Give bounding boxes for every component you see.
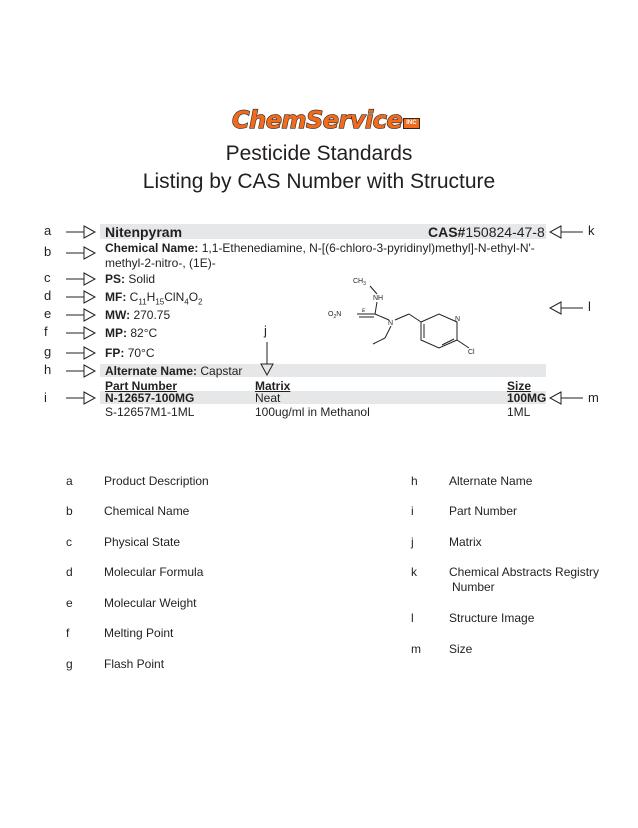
- arrow-left-icon: [549, 391, 583, 405]
- arrow-right-icon: [66, 308, 96, 322]
- marker-l: l: [588, 299, 591, 314]
- marker-h: h: [44, 362, 52, 377]
- mf-value: $C_{11}H_{15}ClN_4O_2$: [129, 290, 203, 307]
- cas-number: [428, 224, 545, 240]
- arrow-right-icon: [66, 246, 96, 260]
- arrow-down-icon: [260, 342, 274, 376]
- page-subtitle: Listing by CAS Number with Structure: [142, 170, 496, 193]
- marker-c: c: [44, 270, 51, 285]
- mp-value: 82°C: [130, 326, 158, 340]
- legend-key-j: j: [411, 535, 414, 549]
- product-name: Nitenpyram: [105, 224, 183, 240]
- molecular-formula: [105, 290, 202, 309]
- chemical-name-line2: methyl-2-nitro-, (1E)-: [105, 256, 216, 270]
- marker-e: e: [44, 306, 52, 321]
- legend-value-c: Physical State: [104, 535, 181, 549]
- structure-label-o2n: $O_2N$: [328, 311, 342, 320]
- structure-image: [325, 272, 495, 362]
- structure-label-n-amine: N: [388, 320, 394, 327]
- structure-label-cl: Cl: [468, 349, 475, 356]
- arrow-right-icon: [66, 391, 96, 405]
- row2-size: 1ML: [507, 405, 531, 419]
- legend-value-i: Part Number: [449, 504, 518, 518]
- cas-label: CAS#: [428, 224, 466, 240]
- col-header-matrix: Matrix: [255, 379, 291, 393]
- mp-label: MP:: [105, 326, 127, 340]
- chemservice-logo: [232, 108, 420, 132]
- marker-g: g: [44, 344, 52, 359]
- arrow-right-icon: [66, 326, 96, 340]
- row1-matrix: Neat: [255, 391, 281, 405]
- marker-f: f: [44, 324, 48, 339]
- structure-label-nh: NH: [373, 295, 384, 302]
- fp-label: FP:: [105, 346, 125, 360]
- logo-wordmark: ChemService: [232, 106, 403, 134]
- legend-key-d: d: [66, 565, 73, 579]
- legend-value-k-line2: Number: [452, 580, 495, 594]
- row2-part: S-12657M1-1ML: [105, 405, 195, 419]
- alternate-name: [105, 364, 242, 378]
- col-header-part: Part Number: [105, 379, 178, 393]
- legend-value-e: Molecular Weight: [104, 596, 197, 610]
- legend-key-f: f: [66, 626, 70, 640]
- physical-state: [105, 272, 155, 286]
- arrow-left-icon: [549, 301, 583, 315]
- alt-value: Capstar: [200, 364, 243, 378]
- legend-value-l: Structure Image: [449, 611, 535, 625]
- col-header-size: Size: [507, 379, 532, 393]
- arrow-left-icon: [549, 225, 583, 239]
- mw-value: 270.75: [133, 308, 171, 322]
- legend-key-h: h: [411, 474, 418, 488]
- molecular-weight: [105, 308, 170, 322]
- cas-value: 150824-47-8: [465, 224, 545, 240]
- chemical-name-value: 1,1-Ethenediamine, N-[(6-chloro-3-pyridinyl)methyl]-N-ethyl-N'-: [201, 241, 535, 255]
- arrow-right-icon: [66, 225, 96, 239]
- legend-key-m: m: [411, 642, 421, 656]
- marker-a: a: [44, 223, 52, 238]
- logo-inc-badge: INC: [403, 118, 419, 129]
- legend-value-a: Product Description: [104, 474, 209, 488]
- legend-value-f: Melting Point: [104, 626, 174, 640]
- arrow-right-icon: [66, 346, 96, 360]
- arrow-right-icon: [66, 290, 96, 304]
- chemical-name-label: Chemical Name:: [105, 241, 199, 255]
- marker-b: b: [44, 244, 52, 259]
- mw-label: MW:: [105, 308, 131, 322]
- ps-value: Solid: [128, 272, 156, 286]
- marker-k: k: [588, 223, 595, 238]
- marker-d: d: [44, 288, 52, 303]
- structure-label-ch3: $CH_3$: [353, 278, 366, 287]
- legend-value-k: Chemical Abstracts Registry: [449, 565, 600, 579]
- melting-point: [105, 326, 157, 340]
- page-title: Pesticide Standards: [225, 142, 413, 165]
- mf-label: MF:: [105, 290, 127, 304]
- legend-key-g: g: [66, 657, 73, 671]
- legend-value-j: Matrix: [449, 535, 482, 549]
- legend-key-k: k: [411, 565, 417, 579]
- legend-value-d: Molecular Formula: [104, 565, 204, 579]
- arrow-right-icon: [66, 364, 96, 378]
- marker-i: i: [44, 390, 47, 405]
- legend-key-e: e: [66, 596, 73, 610]
- marker-j: j: [264, 323, 267, 338]
- arrow-right-icon: [66, 272, 96, 286]
- chemical-name-line1: [105, 241, 535, 255]
- row1-part: N-12657-100MG: [105, 391, 195, 405]
- structure-label-e: E: [362, 308, 366, 314]
- marker-m: m: [588, 390, 599, 405]
- flash-point: [105, 346, 155, 360]
- structure-label-n-ring: N: [455, 316, 461, 323]
- legend-key-b: b: [66, 504, 73, 518]
- row1-size: 100MG: [507, 391, 547, 405]
- alt-label: Alternate Name:: [105, 364, 198, 378]
- ps-label: PS:: [105, 272, 126, 286]
- legend-value-m: Size: [449, 642, 473, 656]
- legend-key-l: l: [411, 611, 414, 625]
- legend-value-h: Alternate Name: [449, 474, 533, 488]
- row2-matrix: 100ug/ml in Methanol: [255, 405, 370, 419]
- fp-value: 70°C: [127, 346, 155, 360]
- legend-key-c: c: [66, 535, 72, 549]
- legend-value-b: Chemical Name: [104, 504, 190, 518]
- legend-value-g: Flash Point: [104, 657, 165, 671]
- legend-key-a: a: [66, 474, 73, 488]
- legend-key-i: i: [411, 504, 414, 518]
